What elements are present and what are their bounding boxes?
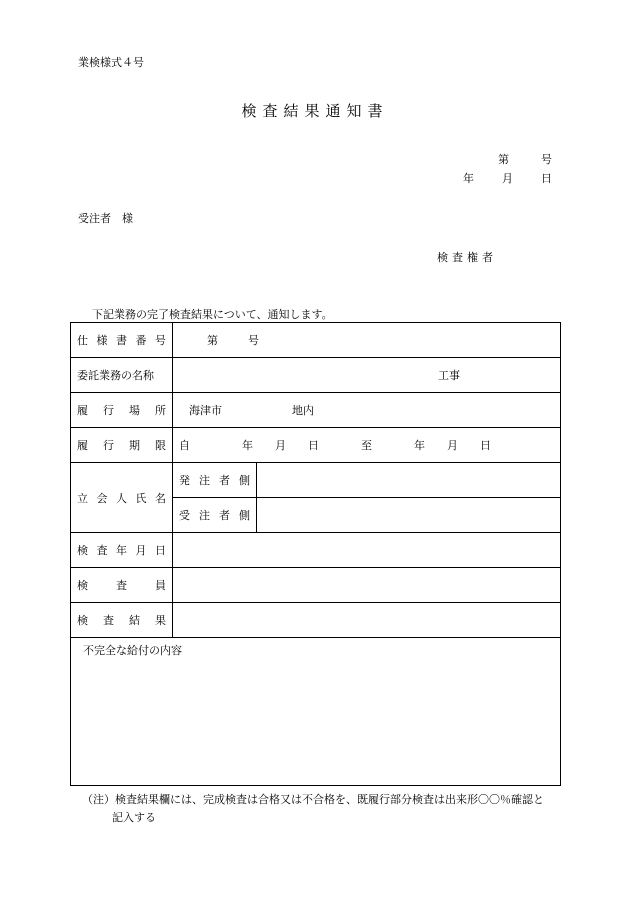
spec-number-value[interactable] [173, 323, 561, 358]
result-label [71, 603, 173, 638]
row-location [71, 393, 561, 428]
witness-label [71, 463, 173, 533]
date-tsuki: 月 [502, 172, 513, 185]
location-value[interactable] [173, 393, 561, 428]
row-defect [71, 638, 561, 786]
inspector-value[interactable] [173, 568, 561, 603]
orderer-side-value[interactable] [257, 463, 561, 498]
document-title: 検査結果通知書 [241, 102, 389, 120]
row-contract-name [71, 358, 561, 393]
period-from-hi: 日 [308, 439, 319, 452]
location-suffix: 地内 [292, 404, 314, 417]
row-spec-number [71, 323, 561, 358]
date-nen: 年 [463, 172, 474, 185]
form-id: 業検様式４号 [78, 56, 144, 69]
spec-go: 号 [248, 334, 259, 347]
contractor-side-text: 受 注 者 側 [179, 509, 250, 522]
result-value[interactable] [173, 603, 561, 638]
period-from: 自 [179, 439, 190, 452]
ref-dai: 第 [498, 153, 509, 166]
period-from-nen: 年 [242, 439, 253, 452]
note-line-1: （注）検査結果欄には、完成検査は合格又は不合格を、既履行部分検査は出来形〇〇％確認と [82, 793, 544, 806]
period-label [71, 428, 173, 463]
row-result [71, 603, 561, 638]
location-label-text: 履 行 場 所 [77, 404, 166, 417]
contractor-side-value[interactable] [257, 498, 561, 533]
location-label [71, 393, 173, 428]
row-inspector [71, 568, 561, 603]
reference-number [498, 151, 552, 167]
contract-name-label-text: 委託業務の名称 [77, 369, 154, 382]
period-from-tsuki: 月 [275, 439, 286, 452]
inspection-form-table [70, 322, 561, 786]
recipient: 受注者 様 [78, 212, 133, 225]
witness-label-text: 立 会 人 氏 名 [77, 491, 166, 505]
defect-content-area[interactable] [71, 638, 561, 786]
row-witness-orderer [71, 463, 561, 498]
contractor-side-label [173, 498, 257, 533]
ref-go: 号 [541, 153, 552, 166]
contract-name-label [71, 358, 173, 393]
period-label-text: 履 行 期 限 [77, 439, 166, 452]
row-inspection-date [71, 533, 561, 568]
note-line-2: 記入する [112, 811, 156, 824]
result-label-text: 検 査 結 果 [77, 614, 166, 627]
spec-number-label-text: 仕 様 書 番 号 [77, 334, 166, 347]
inspection-date-value[interactable] [173, 533, 561, 568]
date-hi: 日 [541, 172, 552, 185]
intro-text: 下記業務の完了検査結果について、通知します。 [92, 308, 333, 321]
period-to-hi: 日 [480, 439, 491, 452]
inspector-label [71, 568, 173, 603]
orderer-side-text: 発 注 者 側 [179, 474, 250, 487]
location-city: 海津市 [189, 404, 222, 417]
period-value[interactable] [173, 428, 561, 463]
defect-label: 不完全な給付の内容 [83, 644, 182, 657]
period-to-tsuki: 月 [447, 439, 458, 452]
period-to-nen: 年 [414, 439, 425, 452]
contract-suffix: 工事 [438, 369, 460, 382]
spec-number-label [71, 323, 173, 358]
period-to: 至 [361, 439, 372, 452]
inspection-date-label-text: 検 査 年 月 日 [77, 544, 166, 557]
inspection-date-label [71, 533, 173, 568]
orderer-side-label [173, 463, 257, 498]
row-period [71, 428, 561, 463]
issue-date [463, 170, 552, 186]
inspector-label-text: 検 査 員 [77, 579, 166, 592]
inspector-authority: 検査権者 [437, 251, 497, 264]
spec-dai: 第 [207, 334, 218, 347]
contract-name-value[interactable] [173, 358, 561, 393]
